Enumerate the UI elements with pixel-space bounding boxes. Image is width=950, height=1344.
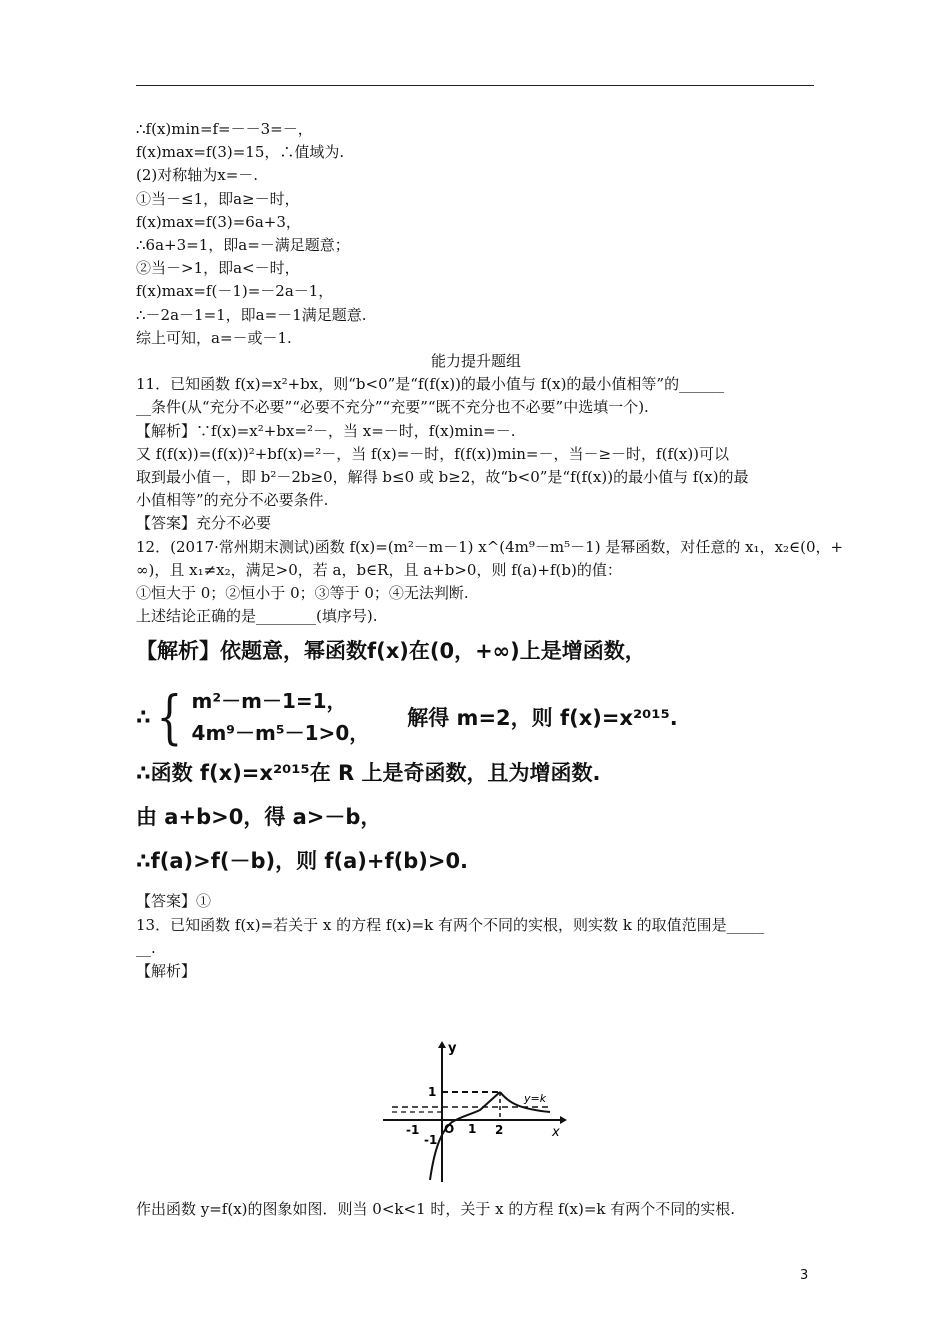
equation-system: [136, 683, 816, 752]
equation-2: 4m⁹－m⁵－1>0，: [191, 721, 370, 746]
q11-line: 小值相等”的充分不必要条件.: [136, 491, 329, 510]
text-line: (2)对称轴为x=－.: [136, 166, 259, 185]
x-axis-arrow: [560, 1116, 567, 1124]
q12-line: ①恒大于 0；②恒小于 0；③等于 0；④无法判断.: [136, 584, 469, 603]
equation-list: [192, 687, 370, 747]
q13-line: __.: [136, 938, 156, 957]
therefore-symbol: ∴: [136, 705, 151, 730]
text-line: ②当－>1，即a<－时，: [136, 259, 300, 278]
y-axis-label: y: [448, 1041, 457, 1056]
line-k-label: y=k: [524, 1092, 547, 1105]
x-tick-1: 1: [468, 1122, 477, 1136]
text-line: ∴f(x)min=f=－－3=－，: [136, 120, 313, 138]
x-axis-label: x: [552, 1125, 560, 1140]
q13-line: 13．已知函数 f(x)=若关于 x 的方程 f(x)=k 有两个不同的实根，则实数 k 的取值范围是_____: [136, 915, 765, 934]
q11-line: 又 f(f(x))=(f(x))²+bf(x)=²－，当 f(x)=－时，f(f(x))min=－，当－≥－时，f(f(x))可以: [136, 444, 730, 463]
function-graph: [378, 1040, 568, 1185]
text-line: ①当－≤1，即a≥－时，: [136, 189, 300, 208]
text-line: f(x)max=f(3)=6a+3，: [136, 212, 301, 231]
q13-line: 【解析】: [136, 962, 197, 981]
q12-line: ∞)，且 x₁≠x₂，满足>0，若 a，b∈R，且 a+b>0，则 f(a)+f(b)的值：: [136, 560, 622, 579]
y-tick-neg1: -1: [424, 1133, 438, 1147]
q11-line: 11．已知函数 f(x)=x²+bx，则“b<0”是“f(f(x))的最小值与 f(x)的最小值相等”的______: [136, 375, 725, 394]
y-tick-1: 1: [428, 1085, 437, 1099]
page-content: [136, 118, 844, 983]
q11-answer: 【答案】充分不必要: [136, 514, 272, 533]
text-line: f(x)max=f(3)=15，∴值域为.: [136, 143, 345, 162]
solution12-line: 由 a+b>0，得 a>－b，: [136, 805, 382, 830]
solution-result: 解得 m=2，则 f(x)=x²⁰¹⁵.: [407, 706, 678, 731]
x-tick-2: 2: [495, 1123, 504, 1137]
page-number: 3: [800, 1268, 809, 1283]
conclusion-line: 作出函数 y=f(x)的图象如图．则当 0<k<1 时，关于 x 的方程 f(x)=k 有两个不同的实根.: [136, 1200, 736, 1218]
equation-1: m²－m－1=1，: [191, 689, 347, 714]
origin-label: O: [444, 1122, 455, 1136]
solution12-line: 【解析】依题意，幂函数f(x)在(0，+∞)上是增函数，: [136, 639, 646, 664]
header-rule: [136, 85, 814, 86]
q11-line: __条件(从“充分不必要”“必要不充分”“充要”“既不充分也不必要”中选填一个).: [136, 398, 649, 417]
text-line: 综上可知，a=－或－1.: [136, 328, 292, 347]
q11-line: 【解析】∵f(x)=x²+bx=²－，当 x=－时，f(x)min=－.: [136, 421, 516, 440]
text-line: f(x)max=f(－1)=－2a－1，: [136, 282, 334, 301]
solution12-line: ∴函数 f(x)=x²⁰¹⁵在 R 上是奇函数，且为增函数.: [136, 761, 601, 786]
text-line: ∴6a+3=1，即a=－满足题意；: [136, 236, 350, 255]
curve-left: [430, 1092, 500, 1180]
q12-line: 上述结论正确的是________(填序号).: [136, 607, 378, 626]
q11-line: 取到最小值－，即 b²－2b≥0，解得 b≤0 或 b≥2，故“b<0”是“f(f(x))的最小值与 f(x)的最: [136, 468, 749, 487]
q12-line: 12．(2017·常州期末测试)函数 f(x)=(m²－m－1) x^(4m⁹－m⁵－1) 是幂函数，对任意的 x₁，x₂∈(0，+: [136, 537, 844, 556]
left-brace: {: [156, 683, 182, 752]
section-title: 能力提升题组: [430, 352, 521, 371]
x-tick-neg1: -1: [406, 1123, 420, 1137]
y-axis-arrow: [438, 1041, 446, 1048]
q12-answer: 【答案】①: [136, 892, 212, 911]
solution12-line: ∴f(a)>f(－b)，则 f(a)+f(b)>0.: [136, 849, 469, 874]
text-line: ∴－2a－1=1，即a=－1满足题意.: [136, 305, 367, 324]
